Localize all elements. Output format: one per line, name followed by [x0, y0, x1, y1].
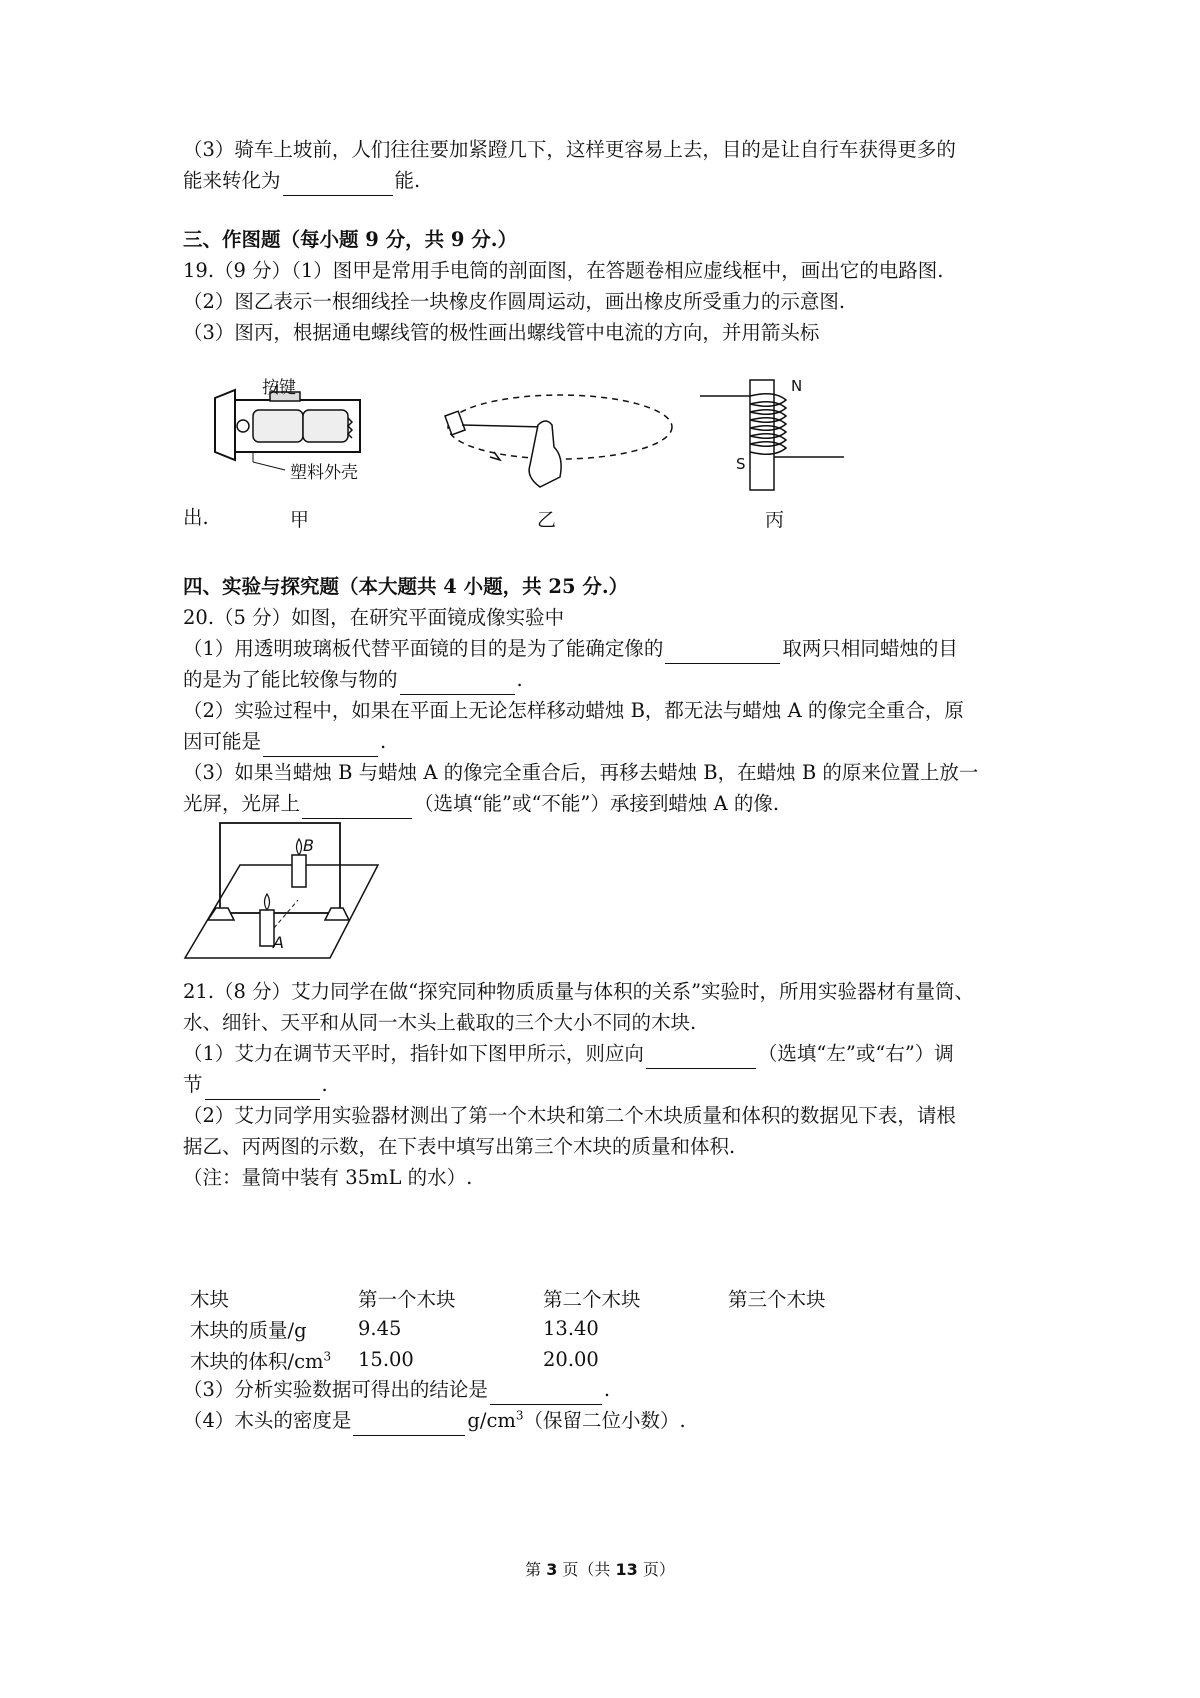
text: 能.: [394, 169, 421, 192]
text: g/cm: [467, 1409, 516, 1432]
text: （3）分析实验数据可得出的结论是: [183, 1378, 488, 1401]
q20-line1: 20.（5 分）如图，在研究平面镜成像实验中: [183, 606, 565, 629]
text: 能来转化为: [183, 169, 281, 192]
answer-blank[interactable]: [400, 672, 515, 695]
answer-blank[interactable]: [263, 734, 378, 757]
table-cell: 9.45: [358, 1317, 402, 1340]
q19-line4: 出.: [183, 506, 209, 529]
answer-blank[interactable]: [490, 1382, 602, 1405]
q20-part1-line1: [183, 634, 958, 664]
table-header-cell: 第一个木块: [358, 1287, 456, 1311]
text: .: [380, 730, 387, 753]
q21-part1-line2: [183, 1070, 328, 1100]
superscript: 3: [323, 1349, 332, 1363]
text: 光屏，光屏上: [183, 792, 301, 815]
answer-blank[interactable]: [302, 796, 412, 819]
text: （保留二位小数）.: [523, 1409, 686, 1432]
text: .: [603, 1378, 611, 1401]
answer-blank[interactable]: [205, 1077, 320, 1100]
caption-bing: 丙: [765, 509, 785, 531]
table-header-cell: 第二个木块: [543, 1287, 641, 1311]
text: 的是为了能比较像与物的: [183, 668, 398, 691]
label-candle-a: A: [273, 933, 284, 952]
text: .: [321, 1073, 328, 1096]
q20-part1-line2: [183, 665, 523, 695]
q21-note: （注：量筒中装有 35mL 的水）.: [183, 1166, 473, 1189]
table-header-cell: 木块: [190, 1287, 230, 1311]
text: （选填“能”或“不能”）承接到蜡烛 A 的像.: [414, 792, 780, 815]
superscript: 3: [515, 1408, 524, 1423]
text: 节: [183, 1073, 203, 1096]
answer-blank[interactable]: [283, 173, 393, 196]
answer-blank[interactable]: [353, 1413, 465, 1436]
q18-part3-line2: [183, 166, 420, 196]
data-table: [190, 1282, 898, 1375]
answer-blank[interactable]: [646, 1046, 756, 1069]
table-row: [190, 1344, 898, 1375]
text: （选填“左”或“右”）调: [757, 1042, 954, 1065]
table-header-row: [190, 1282, 898, 1313]
text: （1）艾力在调节天平时，指针如下图甲所示，则应向: [183, 1042, 644, 1065]
q21-line2: 水、细针、天平和从同一木头上截取的三个大小不同的木块.: [183, 1011, 697, 1034]
text: 页）: [637, 1560, 675, 1579]
table-cell: [190, 1344, 358, 1375]
table-cell-empty[interactable]: [728, 1344, 898, 1375]
circular-motion-figure: [440, 385, 675, 495]
label-s: S: [736, 455, 746, 473]
q20-part2-line2: [183, 727, 386, 757]
text: 第: [525, 1560, 547, 1579]
q19-line1: 19.（9 分）（1）图甲是常用手电筒的剖面图，在答题卷相应虚线框中，画出它的电路图.: [183, 259, 944, 282]
q20-part3-line1: （3）如果当蜡烛 B 与蜡烛 A 的像完全重合后，再移去蜡烛 B，在蜡烛 B 的原来位置上放一: [183, 761, 979, 784]
text: .: [516, 668, 523, 691]
caption-jia: 甲: [290, 509, 310, 531]
q18-part3-line1: （3）骑车上坡前，人们往往要加紧蹬几下，这样更容易上去，目的是让自行车获得更多的: [183, 138, 956, 161]
section4-heading: 四、实验与探究题（本大题共 4 小题，共 25 分.）: [183, 575, 629, 598]
table-cell: 13.40: [543, 1317, 599, 1340]
q21-part2-line1: （2）艾力同学用实验器材测出了第一个木块和第二个木块质量和体积的数据见下表，请根: [183, 1104, 956, 1127]
label-n: N: [791, 377, 803, 395]
q19-line2: （2）图乙表示一根细线拴一块橡皮作圆周运动，画出橡皮所受重力的示意图.: [183, 290, 846, 313]
q20-part2-line1: （2）实验过程中，如果在平面上无论怎样移动蜡烛 B，都无法与蜡烛 A 的像完全重合，原: [183, 699, 964, 722]
label-candle-b: B: [303, 836, 314, 855]
section3-heading: 三、作图题（每小题 9 分，共 9 分.）: [183, 228, 518, 251]
q21-part4: [183, 1406, 686, 1436]
text: 取两只相同蜡烛的目: [782, 637, 958, 660]
solenoid-figure: [700, 375, 850, 495]
q21-part3: [183, 1375, 610, 1405]
q20-part3-line2: [183, 789, 779, 819]
table-cell: 木块的质量/g: [190, 1318, 307, 1342]
q21-part1-line1: [183, 1039, 954, 1069]
table-row: [190, 1313, 898, 1344]
table-cell-empty[interactable]: [728, 1313, 898, 1344]
text: 页（共: [557, 1560, 616, 1579]
table-cell: 15.00: [358, 1348, 414, 1371]
text: 因可能是: [183, 730, 262, 753]
page-footer: [0, 1557, 1200, 1580]
text: （4）木头的密度是: [183, 1409, 352, 1432]
caption-yi: 乙: [537, 509, 557, 531]
label-button: 按键: [262, 378, 296, 398]
page-total: 13: [615, 1560, 638, 1579]
q21-line1: 21.（8 分）艾力同学在做“探究同种物质质量与体积的关系”实验时，所用实验器材有量筒、: [183, 980, 975, 1003]
page-number: 3: [546, 1560, 558, 1579]
label-shell: 塑料外壳: [290, 463, 358, 483]
text: （1）用透明玻璃板代替平面镜的目的是为了能确定像的: [183, 637, 664, 660]
answer-blank[interactable]: [665, 641, 780, 664]
q21-part2-line2: 据乙、丙两图的示数，在下表中填写出第三个木块的质量和体积.: [183, 1135, 736, 1158]
table-header-cell: 第三个木块: [728, 1287, 826, 1311]
q19-line3: （3）图丙，根据通电螺线管的极性画出螺线管中电流的方向，并用箭头标: [183, 321, 820, 344]
table-cell: 20.00: [543, 1348, 599, 1371]
text: 木块的体积/cm: [190, 1349, 324, 1373]
